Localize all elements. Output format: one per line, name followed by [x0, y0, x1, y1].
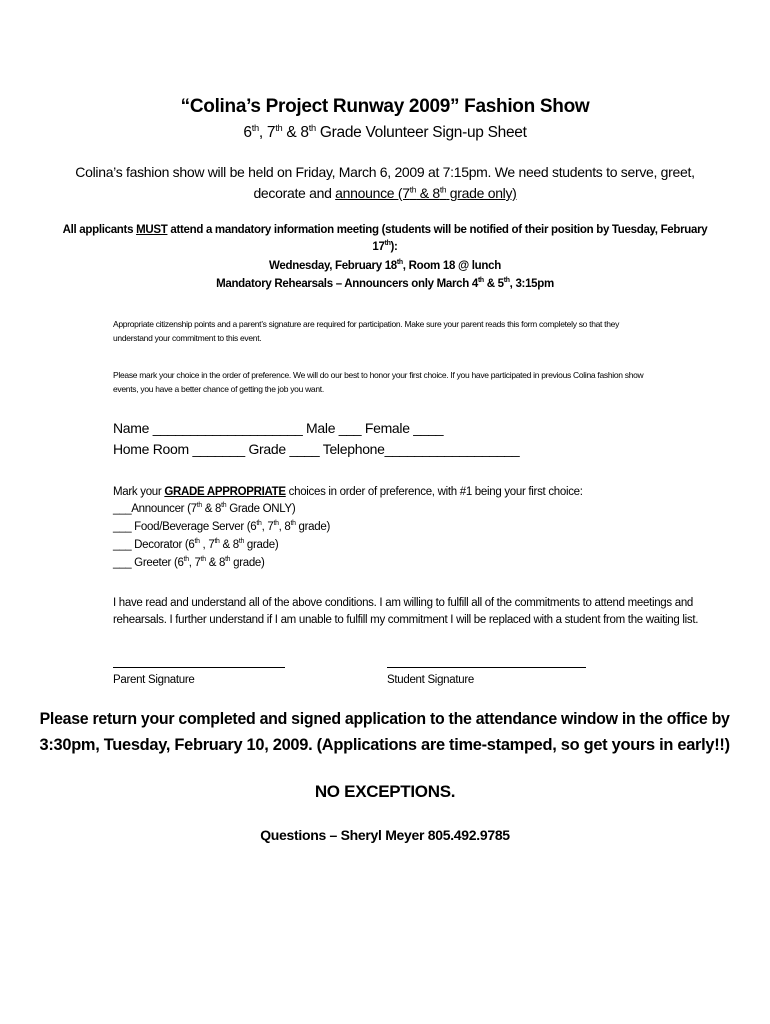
- choice-greeter[interactable]: ___ Greeter (6th, 7th & 8th grade): [113, 556, 265, 569]
- choices-instructions: Mark your GRADE APPROPRIATE choices in order of preference, with #1 being your first choice:: [113, 486, 583, 498]
- return-notice-line-1: Please return your completed and signed application to the attendance window in the office by: [39, 709, 731, 728]
- rehearsal-info: Mandatory Rehearsals – Announcers only March 4th & 5th, 3:15pm: [216, 277, 554, 290]
- parent-signature-label: Parent Signature: [113, 674, 195, 686]
- meeting-date: Wednesday, February 18th, Room 18 @ lunch: [269, 259, 501, 272]
- form-name-gender-line[interactable]: Name ____________________ Male ___ Female ____: [113, 420, 444, 436]
- parent-signature-line[interactable]: [113, 667, 285, 668]
- document-title: “Colina’s Project Runway 2009” Fashion Show: [180, 96, 590, 117]
- choice-decorator[interactable]: ___ Decorator (6th , 7th & 8th grade): [113, 538, 279, 551]
- note-citizenship-line-2: understand your commitment to this event.: [113, 333, 262, 343]
- meeting-line-2: 17th):: [372, 240, 398, 253]
- choice-food-beverage-server[interactable]: ___ Food/Beverage Server (6th, 7th, 8th grade): [113, 520, 330, 533]
- form-homeroom-grade-phone-line[interactable]: Home Room _______ Grade ____ Telephone__________________: [113, 441, 520, 457]
- questions-contact: Questions – Sheryl Meyer 805.492.9785: [260, 827, 510, 843]
- choice-announcer[interactable]: ___Announcer (7th & 8th Grade ONLY): [113, 502, 296, 515]
- agreement-line-2: rehearsals. I further understand if I am unable to fulfill my commitment I will be replaced with a student from the waiting list.: [113, 614, 699, 626]
- no-exceptions-notice: NO EXCEPTIONS.: [314, 782, 456, 801]
- student-signature-label: Student Signature: [387, 674, 474, 686]
- agreement-line-1: I have read and understand all of the above conditions. I am willing to fulfill all of the commitments to attend meetings and: [113, 597, 694, 609]
- return-notice-line-2: 3:30pm, Tuesday, February 10, 2009. (Applications are time-stamped, so get yours in early!!): [39, 735, 731, 754]
- meeting-line-1: All applicants MUST attend a mandatory information meeting (students will be notified of their position by Tuesday, February: [62, 224, 708, 236]
- document-subtitle: 6th, 7th & 8th Grade Volunteer Sign-up Sheet: [243, 122, 527, 141]
- note-citizenship-line-1: Appropriate citizenship points and a parent’s signature are required for participation. Make sure your parent reads this form completely so that they: [113, 319, 620, 329]
- note-preference-line-1: Please mark your choice in the order of preference. We will do our best to honor your first choice. If you have participated in previous Colina fashion show: [113, 370, 644, 380]
- student-signature-line[interactable]: [387, 667, 586, 668]
- intro-line-1: Colina’s fashion show will be held on Friday, March 6, 2009 at 7:15pm. We need students to serve, greet,: [75, 164, 695, 180]
- note-preference-line-2: events, you have a better chance of getting the job you want.: [113, 384, 324, 394]
- intro-line-2: decorate and announce (7th & 8th grade only): [253, 184, 517, 201]
